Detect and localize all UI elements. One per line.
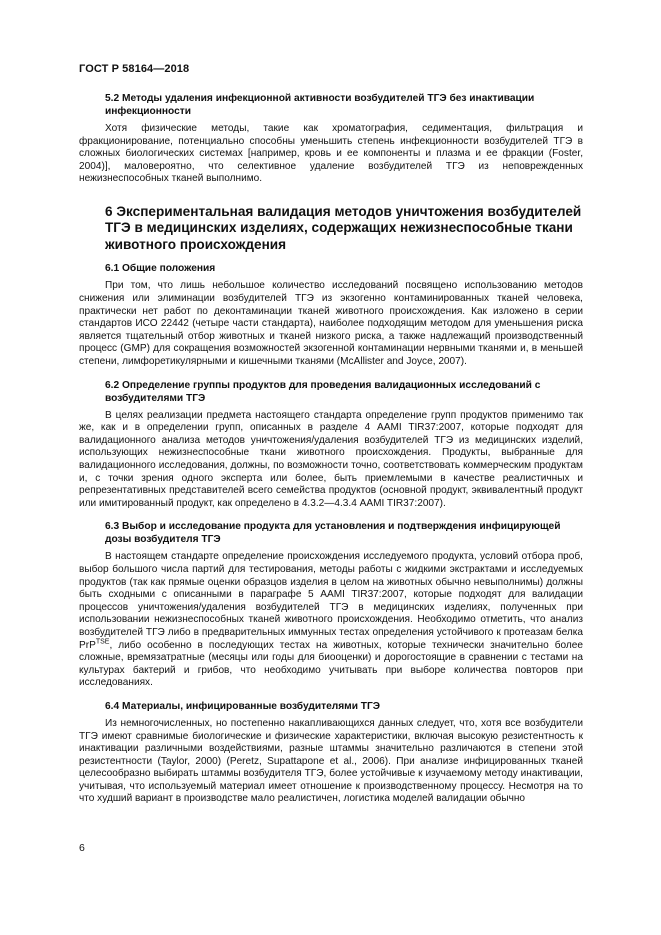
section-6-2-title: 6.2 Определение группы продуктов для проведения валидационных исследований с возбудителями ТГЭ	[105, 379, 541, 404]
section-6-4-title: 6.4 Материалы, инфицированные возбудителями ТГЭ	[105, 700, 381, 712]
section-5-2-paragraph: Хотя физические методы, такие как хроматография, седиментация, фильтрация и фракционирование, потенциально способны уменьшить степень инфекционности возбудителей ТГЭ в сложных биологических системах [например, кровь и ее компоненты и плазма и ее фракции (Foster, 2004)], маловероятно, что селективное удаление возбудителей ТГЭ из неповрежденных нежизнеспособных тканей выполнимо.	[79, 123, 583, 185]
section-6-title: 6 Экспериментальная валидация методов уничтожения возбудителей ТГЭ в медицинских изделиях, содержащих нежизнеспособные ткани животного происхождения	[105, 203, 582, 252]
document-body	[79, 92, 583, 806]
section-6-1-paragraph: При том, что лишь небольшое количество исследований посвящено использованию методов снижения или элиминации возбудителей ТГЭ из экзогенно контаминированных тканей человека, практически нет работ по деконтаминации тканей животного происхождения. Как изложено в серии стандартов ИСО 22442 (четыре части стандарта), наиболее подходящим методом для уменьшения риска является тщательный отбор животных и тканей низкого риска, а также надлежащий производственный процесс (GMP) для сокращения возможностей экзогенной контаминации нервными тканями и, в меньшей степени, лимфоретикулярными и кишечными тканями (McAllister and Joyce, 2007).	[79, 280, 583, 368]
section-6-3-text-part-2: , либо особенно в последующих тестах на животных, которые технически значительно более сложные, времязатратные (месяцы или годы для биооценки) и дорогостоящие в сравнении с тестами на культурах бактерий и грибов, что необходимо учитывать при выборе количества повторов при исследованиях.	[79, 639, 583, 689]
section-6-4-paragraph: Из немногочисленных, но постепенно накапливающихся данных следует, что, хотя все возбудители ТГЭ имеют сравнимые биологические и физические характеристики, включая высокую резистентность к инактивации различными воздействиями, разные штаммы значительно различаются в степени этой резистентности (Taylor, 2000) (Peretz, Supattapone et al., 2006). При анализе инфицированных тканей целесообразно выбирать штаммы возбудителя ТГЭ, более устойчивые к изучаемому методу инактивации, учитывая, что используемый материал имеет отношение к производственному процессу. Несмотря на то что худший вариант в производстве мало реалистичен, логистика моделей валидации обычно	[79, 717, 583, 805]
section-6-2-paragraph: В целях реализации предмета настоящего стандарта определение групп продуктов применимо так же, как и в определении групп, описанных в разделе 4 AAMI TIR37:2007, которые подходят для валидационного анализа методов уничтожения/удаления возбудителей ТГЭ из медицинских изделий, использующих нежизнеспособные ткани животного происхождения. Продукты, выбранные для валидационного исследования, должны, по возможности точно, соответствовать коммерческим продуктам и, с точки зрения одного эксперта или более, быть приемлемыми в качестве реалистичных и репрезентативных представителей всего семейства продуктов (основной продукт, эквивалентный продукт или имитированный продукт, как определено в 4.3.2—4.3.4 AAMI TIR37:2007).	[79, 409, 583, 509]
standard-code: ГОСТ Р 58164—2018	[79, 63, 190, 75]
section-6-3-title: 6.3 Выбор и исследование продукта для установления и подтверждения инфицирующей дозы возбудителя ТГЭ	[105, 521, 561, 546]
section-6-3-paragraph	[79, 551, 583, 690]
page-number: 6	[79, 842, 85, 854]
section-6-1-title: 6.1 Общие положения	[105, 263, 216, 275]
section-6-3-text-part-1: В настоящем стандарте определение происхождения исследуемого продукта, условий отбора проб, выбор большого числа партий для тестирования, методы работы с жидкими экстрактами и исследуемых продуктов (так как прямые оценки образцов изделия в целом на животных обычно невыполнимы) должны быть сходными с описанными в параграфе 5 AAMI TIR37:2007, которые подходят для валидации процессов уничтожения/удаления возбудителей ТГЭ в медицинских изделиях, полученных при использовании нежизнеспособных тканей животного происхождения. Необходимо отметить, что анализ возбудителей ТГЭ либо в предварительных иммунных тестах определения устойчивого к протеазам белка PrP	[79, 551, 583, 651]
tse-superscript: TSE	[95, 638, 110, 646]
section-5-2-title: 5.2 Методы удаления инфекционной активности возбудителей ТГЭ без инактивации инфекционности	[105, 93, 535, 117]
